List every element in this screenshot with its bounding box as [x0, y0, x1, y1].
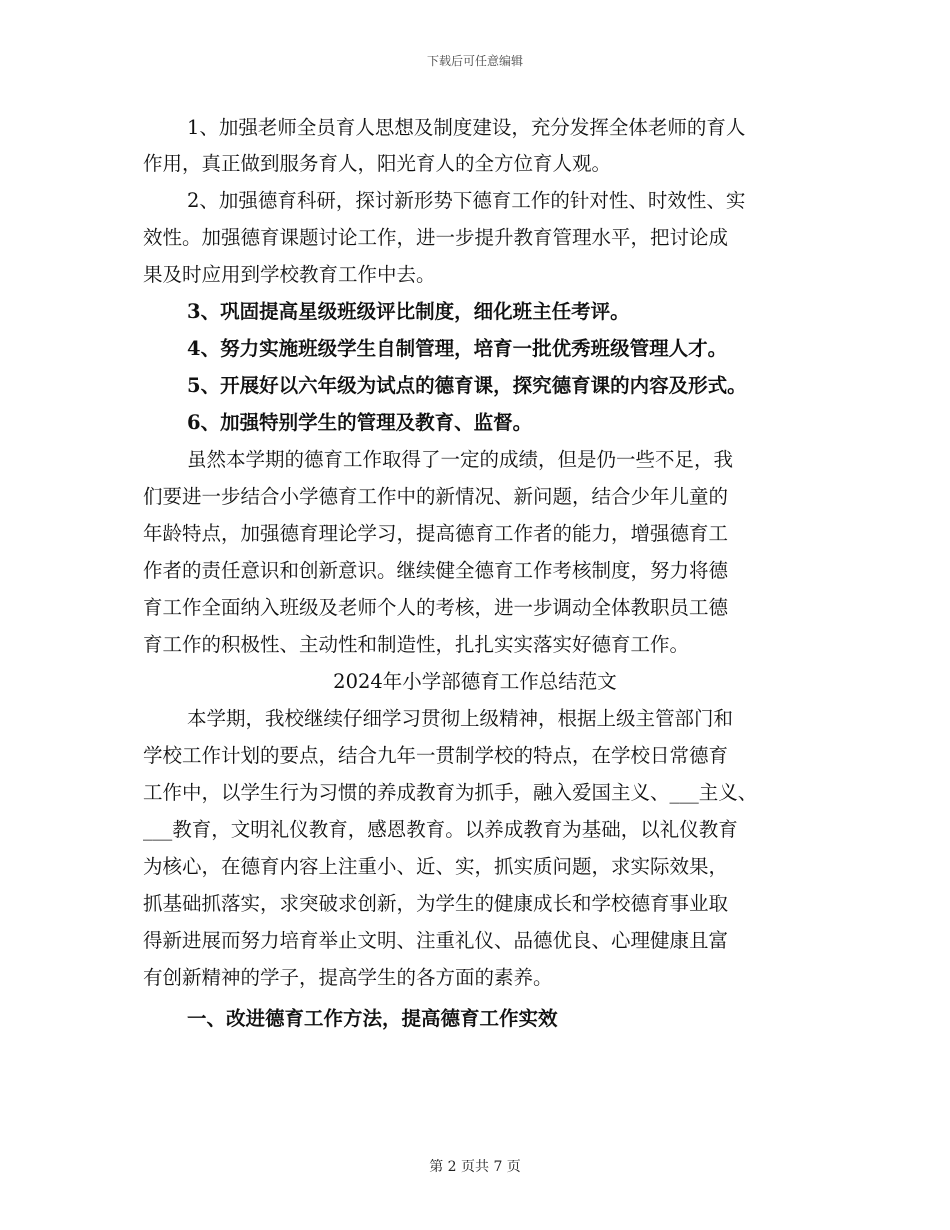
paragraph-line: 果及时应用到学校教育工作中去。 — [143, 263, 436, 286]
paragraph-line: 2、加强德育科研，探讨新形势下德育工作的针对性、时效性、实 — [187, 189, 746, 212]
paragraph-line: 为核心，在德育内容上注重小、近、实，抓实质问题，求实际效果， — [143, 855, 729, 878]
paragraph-line: 有创新精神的学子，提高学生的各方面的素养。 — [143, 966, 553, 989]
paragraph-line: 作用，真正做到服务育人，阳光育人的全方位育人观。 — [143, 152, 612, 175]
paragraph-line: 育工作全面纳入班级及老师个人的考核，进一步调动全体教职员工德 — [143, 596, 729, 619]
paragraph-line: 工作中，以学生行为习惯的养成教育为抓手，融入爱国主义、___主义、 — [143, 781, 758, 804]
paragraph-line: 作者的责任意识和创新意识。继续健全德育工作考核制度，努力将德 — [143, 559, 729, 582]
paragraph-line: 效性。加强德育课题讨论工作，进一步提升教育管理水平，把讨论成 — [143, 226, 729, 249]
paragraph-line: 学校工作计划的要点，结合九年一贯制学校的特点，在学校日常德育 — [143, 744, 729, 767]
paragraph-line: 虽然本学期的德育工作取得了一定的成绩，但是仍一些不足，我 — [187, 448, 734, 471]
paragraph-line: 1、加强老师全员育人思想及制度建设，充分发挥全体老师的育人 — [187, 116, 746, 139]
paragraph-line: 们要进一步结合小学德育工作中的新情况、新问题，结合少年儿童的 — [143, 485, 729, 508]
bold-item-line: 3、巩固提高星级班级评比制度，细化班主任考评。 — [187, 300, 630, 323]
paragraph-line: 育工作的积极性、主动性和制造性，扎扎实实落实好德育工作。 — [143, 633, 690, 656]
paragraph-line: 抓基础抓落实，求突破求创新，为学生的健康成长和学校德育事业取 — [143, 892, 729, 915]
page-footer: 第 2 页共 7 页 — [429, 1159, 521, 1175]
bold-item-line: 4、努力实施班级学生自制管理，培育一批优秀班级管理人才。 — [187, 337, 728, 360]
paragraph-line: ___教育，文明礼仪教育，感恩教育。以养成教育为基础，以礼仪教育 — [143, 818, 738, 841]
document-title: 2024年小学部德育工作总结范文 — [333, 670, 617, 693]
bold-item-line: 6、加强特别学生的管理及教育、监督。 — [187, 411, 533, 434]
page-header: 下载后可任意编辑 — [426, 54, 523, 68]
paragraph-line: 年龄特点，加强德育理论学习，提高德育工作者的能力，增强德育工 — [143, 522, 729, 545]
paragraph-line: 本学期，我校继续仔细学习贯彻上级精神，根据上级主管部门和 — [187, 707, 734, 730]
paragraph-line: 得新进展而努力培育举止文明、注重礼仪、品德优良、心理健康且富 — [143, 929, 729, 952]
section-heading: 一、改进德育工作方法，提高德育工作实效 — [187, 1007, 558, 1030]
bold-item-line: 5、开展好以六年级为试点的德育课，探究德育课的内容及形式。 — [187, 374, 747, 397]
